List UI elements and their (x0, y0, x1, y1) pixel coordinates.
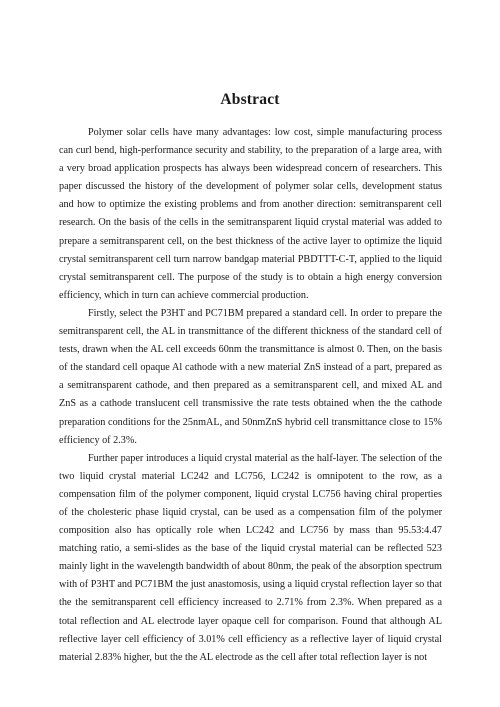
abstract-title: Abstract (220, 91, 280, 108)
paragraph-1: Polymer solar cells have many advantages: low cost, simple manufacturing process can curl bend, high-performance security and stability, to the preparation of a large area, with a very broad application prospects has always been widespread concern of researchers. This paper discussed the history of the development of polymer solar cells, development status and how to optimize the existing problems and from another direction: semitransparent cell research. On the basis of the cells in the semitransparent liquid crystal material was added to prepare a semitransparent cell, on the best thickness of the active layer to optimize the liquid crystal semitransparent cell turn narrow bandgap material PBDTTT-C-T, applied to the liquid crystal semitransparent cell. The purpose of the study is to obtain a high energy conversion efficiency, which in turn can achieve commercial production. (59, 127, 442, 301)
paragraph-2: Firstly, select the P3HT and PC71BM prepared a standard cell. In order to prepare the semitransparent cell, the AL in transmittance of the different thickness of the standard cell of tests, drawn when the AL cell exceeds 60nm the transmittance is almost 0. Then, on the basis of the standard cell opaque Al cathode with a new material ZnS instead of a part, prepared as a semitransparent cathode, and then prepared as a semitransparent cell, and mixed AL and ZnS as a cathode translucent cell transmissive the rate tests obtained when the the cathode preparation conditions for the 25nmAL, and 50nmZnS hybrid cell transmittance close to 15% efficiency of 2.3%. (59, 307, 442, 446)
paragraph-3: Further paper introduces a liquid crystal material as the half-layer. The selection of the two liquid crystal material LC242 and LC756, LC242 is omnipotent to the row, as a compensation film of the polymer component, liquid crystal LC756 having chiral properties of the cholesteric phase liquid crystal, can be used as a compensation film of the polymer composition also has optically role when LC242 and LC756 by mass than 95.53:4.47 matching ratio, a semi-slides as the base of the liquid crystal material can be reflected 523 mainly light in the wavelength bandwidth of about 80nm, the peak of the absorption spectrum with of P3HT and PC71BM the just anastomosis, using a liquid crystal reflection layer so that the the semitransparent cell efficiency increased to 2.71% from 2.3%. When prepared as a total reflection and AL electrode layer opaque cell for comparison. Found that although AL reflective layer cell efficiency of 3.01% cell efficiency as a reflective layer of liquid crystal material 2.83% higher, but the the AL electrode as the cell after total reflection layer is not (59, 452, 442, 663)
abstract-body (59, 124, 442, 667)
